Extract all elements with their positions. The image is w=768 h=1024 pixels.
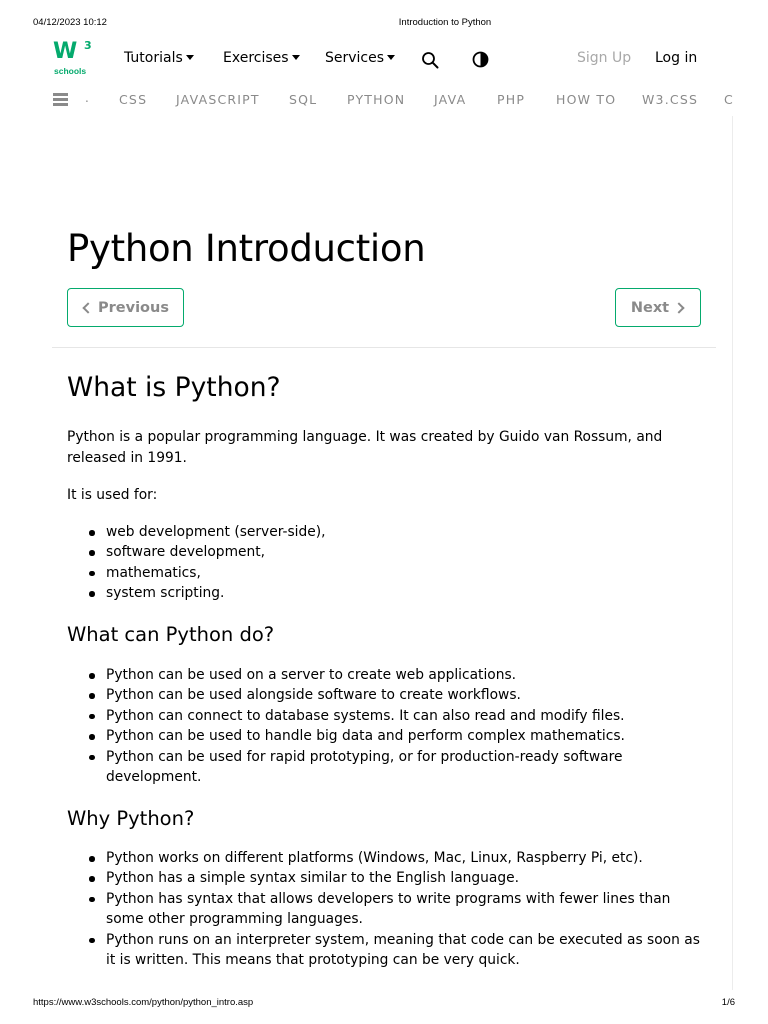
why-python-heading: Why Python?	[67, 807, 195, 830]
previous-button[interactable]	[67, 288, 184, 327]
subnav-item-howto[interactable]: HOW TO	[556, 92, 617, 107]
search-icon[interactable]	[421, 51, 439, 69]
caret-down-icon	[387, 55, 395, 60]
used-for-paragraph: It is used for:	[67, 487, 158, 503]
reasons-list	[67, 848, 706, 970]
list-item: mathematics,	[106, 563, 706, 583]
list-item: Python can be used on a server to create web applications.	[106, 665, 706, 685]
tutorials-label: Tutorials	[124, 50, 183, 66]
caret-down-icon	[292, 55, 300, 60]
subnav-item-php[interactable]: PHP	[497, 92, 526, 107]
print-footer	[0, 997, 768, 1011]
print-header	[0, 17, 768, 31]
signup-link[interactable]: Sign Up	[577, 50, 632, 66]
contrast-icon[interactable]	[472, 51, 489, 68]
previous-label: Previous	[98, 299, 169, 316]
subnav-item-javascript[interactable]: JAVASCRIPT	[176, 92, 260, 107]
list-item: web development (server-side),	[106, 522, 706, 542]
next-label: Next	[630, 299, 670, 316]
list-item: Python has syntax that allows developers to write programs with fewer lines than some other programming languages.	[106, 889, 706, 930]
list-item: software development,	[106, 542, 706, 562]
divider	[52, 347, 716, 348]
caret-down-icon	[186, 55, 194, 60]
subnav-item-java[interactable]: JAVA	[434, 92, 467, 107]
intro-paragraph: Python is a popular programming language. It was created by Guido van Rossum, and released in 1991.	[67, 429, 663, 466]
print-page-number: 1/6	[721, 997, 735, 1008]
print-title: Introduction to Python	[398, 17, 492, 28]
subnav-item-python[interactable]: PYTHON	[347, 92, 406, 107]
logo-superscript: 3	[84, 39, 92, 52]
list-item: Python has a simple syntax similar to the English language.	[106, 868, 706, 888]
list-item: Python can be used to handle big data and perform complex mathematics.	[106, 726, 706, 746]
tutorials-menu-button[interactable]	[124, 50, 194, 66]
scrollbar-track	[732, 116, 733, 990]
exercises-label: Exercises	[223, 50, 289, 66]
list-item: Python can connect to database systems. It can also read and modify files.	[106, 706, 706, 726]
top-navbar	[0, 40, 768, 80]
logo-text: schools	[54, 66, 87, 76]
subnav-item-w3css[interactable]: W3.CSS	[642, 92, 699, 107]
uses-list	[67, 522, 706, 604]
page-title: Python Introduction	[67, 227, 426, 270]
subnav-item-css[interactable]: CSS	[119, 92, 148, 107]
list-item: system scripting.	[106, 583, 706, 603]
what-is-python-heading: What is Python?	[67, 372, 281, 403]
list-item: Python can be used for rapid prototyping, or for production-ready software development.	[106, 747, 706, 788]
services-label: Services	[325, 50, 385, 66]
print-date: 04/12/2023 10:12	[33, 17, 107, 28]
exercises-menu-button[interactable]	[223, 50, 300, 66]
next-button[interactable]	[615, 288, 701, 327]
list-item: Python runs on an interpreter system, meaning that code can be executed as soon as it is written. This means that prototyping can be very quick.	[106, 930, 706, 971]
chevron-left-icon	[82, 302, 93, 313]
list-item: Python can be used alongside software to create workflows.	[106, 685, 706, 705]
services-menu-button[interactable]	[325, 50, 395, 66]
subnav-item-sql[interactable]: SQL	[289, 92, 318, 107]
logo-mark: W	[53, 39, 77, 64]
topics-navbar	[0, 88, 768, 112]
subnav-separator: .	[85, 91, 89, 105]
what-can-python-do-heading: What can Python do?	[67, 623, 275, 646]
subnav-item-c[interactable]: C	[724, 92, 734, 107]
list-item: Python works on different platforms (Windows, Mac, Linux, Raspberry Pi, etc).	[106, 848, 706, 868]
print-url: https://www.w3schools.com/python/python_intro.asp	[33, 997, 254, 1008]
login-link[interactable]: Log in	[655, 50, 698, 66]
chevron-right-icon	[673, 302, 684, 313]
w3schools-logo[interactable]	[53, 41, 95, 77]
menu-icon[interactable]	[53, 93, 68, 105]
capabilities-list	[67, 665, 706, 787]
